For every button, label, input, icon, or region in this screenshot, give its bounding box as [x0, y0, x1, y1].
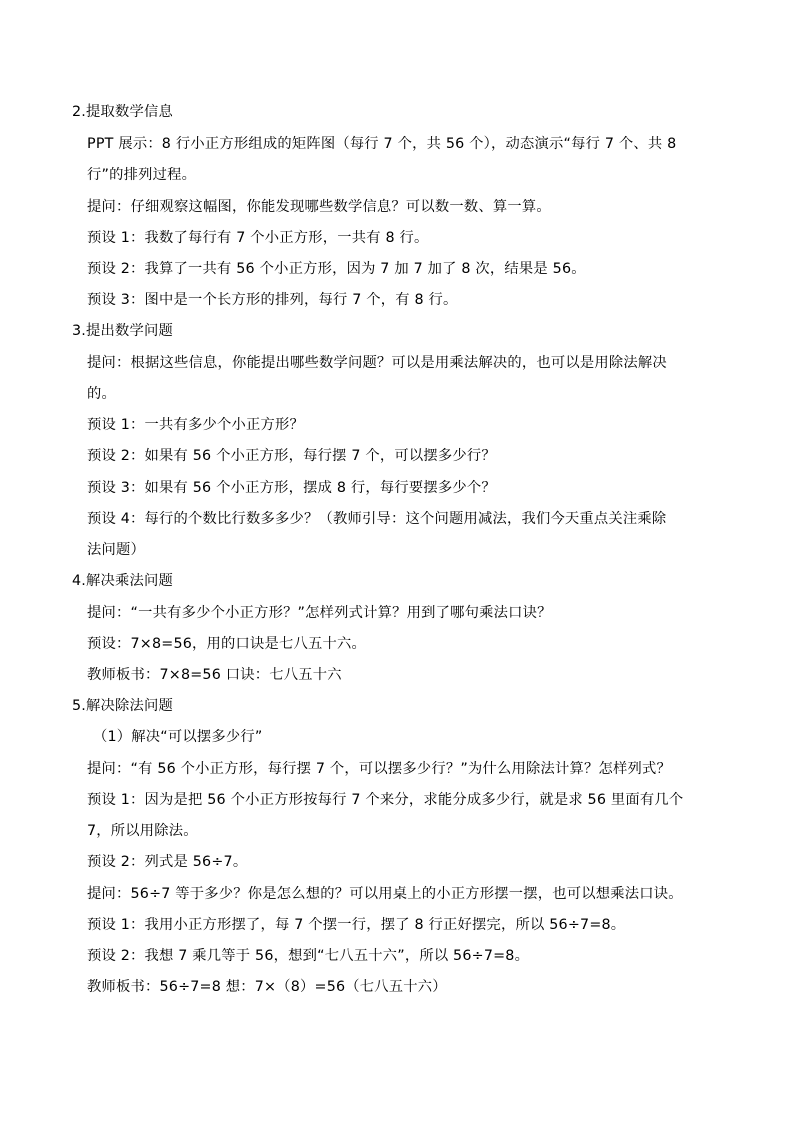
- question-raise-problems-cont: 的。: [87, 386, 116, 402]
- preset-3: 预设 3：如果有 56 个小正方形，摆成 8 行，每行要摆多少个？: [87, 480, 496, 496]
- preset-3: 预设 3：图中是一个长方形的排列，每行 7 个，有 8 行。: [87, 292, 458, 308]
- preset-1: 预设 1：一共有多少个小正方形？: [87, 417, 304, 433]
- preset-4-cont: 法问题）: [87, 542, 145, 558]
- preset-1: 预设 1：因为是把 56 个小正方形按每行 7 个来分，求能分成多少行，就是求 56 里面有几个: [87, 792, 684, 808]
- board-note-multiplication: 教师板书：7×8=56 口诀：七八五十六: [87, 667, 342, 683]
- section-heading-2: 2.提取数学信息: [72, 104, 174, 120]
- preset-2: 预设 2：列式是 56÷7。: [87, 854, 248, 870]
- section-heading-3: 3.提出数学问题: [72, 323, 174, 339]
- preset-1-cont: 7，所以用除法。: [87, 823, 198, 839]
- paragraph-ppt-display-cont: 行”的排列过程。: [87, 167, 197, 183]
- question-observe: 提问：仔细观察这幅图，你能发现哪些数学信息？可以数一数、算一算。: [87, 199, 551, 215]
- board-note-division: 教师板书：56÷7=8 想：7×（8）=56（七八五十六）: [87, 979, 447, 995]
- preset-multiplication: 预设：7×8=56，用的口诀是七八五十六。: [87, 636, 366, 652]
- preset-1: 预设 1：我用小正方形摆了，每 7 个摆一行，摆了 8 行正好摆完，所以 56÷7=8。: [87, 917, 626, 933]
- section-heading-4: 4.解决乘法问题: [72, 573, 174, 589]
- preset-2: 预设 2：如果有 56 个小正方形，每行摆 7 个，可以摆多少行？: [87, 448, 496, 464]
- question-division: 提问：“有 56 个小正方形，每行摆 7 个，可以摆多少行？”为什么用除法计算？怎样列式？: [87, 761, 671, 777]
- question-multiplication: 提问：“一共有多少个小正方形？”怎样列式计算？用到了哪句乘法口诀？: [87, 605, 552, 621]
- preset-2: 预设 2：我想 7 乘几等于 56，想到“七八五十六”，所以 56÷7=8。: [87, 948, 530, 964]
- subsection-heading-1: （1）解决“可以摆多少行”: [93, 729, 263, 745]
- preset-4: 预设 4：每行的个数比行数多多少？（教师引导：这个问题用减法，我们今天重点关注乘除: [87, 511, 667, 527]
- paragraph-ppt-display: PPT 展示：8 行小正方形组成的矩阵图（每行 7 个，共 56 个），动态演示“每行 7 个、共 8: [87, 136, 677, 152]
- question-division-result: 提问：56÷7 等于多少？你是怎么想的？可以用桌上的小正方形摆一摆，也可以想乘法口诀。: [87, 886, 683, 902]
- section-heading-5: 5.解决除法问题: [72, 698, 174, 714]
- preset-1: 预设 1：我数了每行有 7 个小正方形，一共有 8 行。: [87, 230, 429, 246]
- question-raise-problems: 提问：根据这些信息，你能提出哪些数学问题？可以是用乘法解决的，也可以是用除法解决: [87, 355, 667, 371]
- preset-2: 预设 2：我算了一共有 56 个小正方形，因为 7 加 7 加了 8 次，结果是 56。: [87, 261, 586, 277]
